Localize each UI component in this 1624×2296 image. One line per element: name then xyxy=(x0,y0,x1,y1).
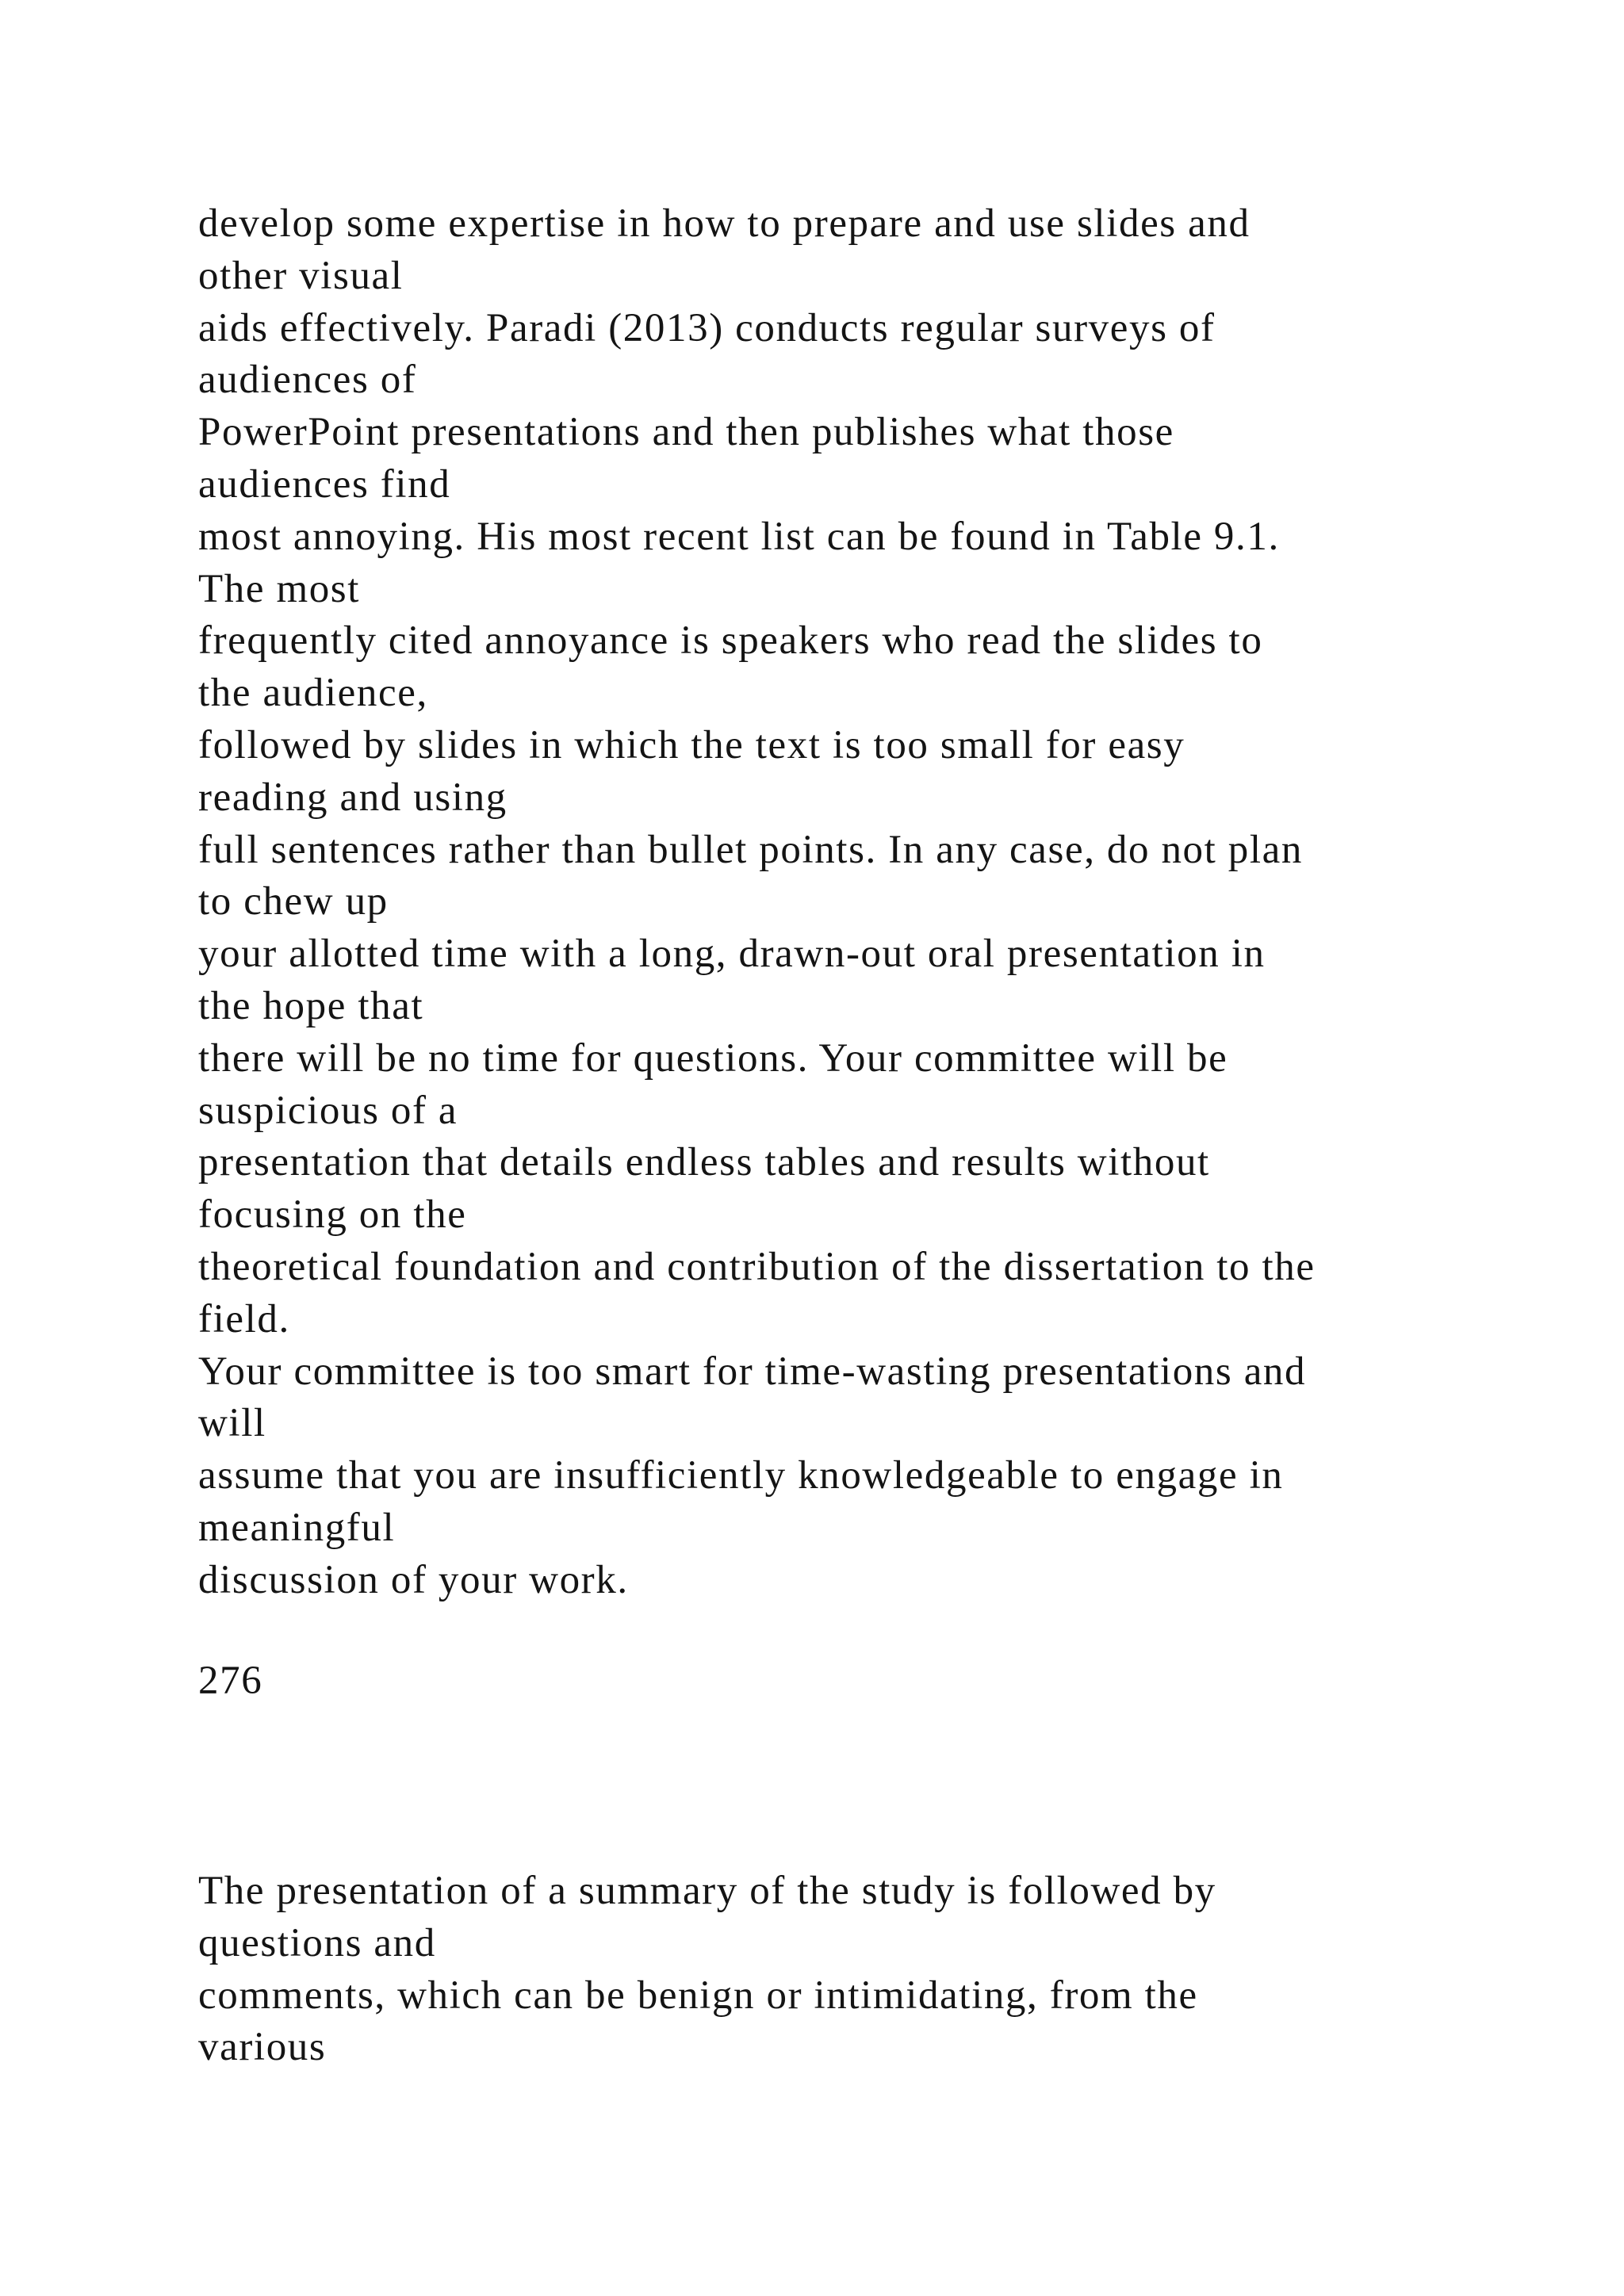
text-line: The most xyxy=(198,566,361,611)
text-line: Your committee is too smart for time-wasting presentations and xyxy=(198,1349,1307,1394)
text-line: assume that you are insufficiently knowledgeable to engage in xyxy=(198,1453,1284,1498)
text-line: full sentences rather than bullet points. In any case, do not plan xyxy=(198,827,1303,872)
text-line: will xyxy=(198,1401,266,1446)
text-line: the audience, xyxy=(198,671,428,716)
text-line: theoretical foundation and contribution of the dissertation to the xyxy=(198,1244,1316,1289)
body-paragraph xyxy=(198,198,1316,1607)
text-line: The presentation of a summary of the study is followed by xyxy=(198,1869,1216,1913)
text-line: questions and xyxy=(198,1920,436,1965)
text-line: comments, which can be benign or intimidating, from the xyxy=(198,1973,1198,2018)
text-line: most annoying. His most recent list can be found in Table 9.1. xyxy=(198,514,1280,559)
text-line: various xyxy=(198,2025,327,2070)
text-line: the hope that xyxy=(198,983,424,1028)
text-line: meaningful xyxy=(198,1505,396,1550)
text-line: there will be no time for questions. Your committee will be xyxy=(198,1035,1228,1081)
text-line: focusing on the xyxy=(198,1192,467,1238)
text-line: field. xyxy=(198,1296,290,1341)
text-line: presentation that details endless tables and results without xyxy=(198,1140,1210,1185)
text-line: discussion of your work. xyxy=(198,1557,629,1602)
text-line: suspicious of a xyxy=(198,1088,458,1133)
text-line: aids effectively. Paradi (2013) conducts regular surveys of xyxy=(198,305,1216,350)
text-line: audiences find xyxy=(198,461,451,507)
text-line: your allotted time with a long, drawn-out oral presentation in xyxy=(198,932,1266,977)
text-line: other visual xyxy=(198,253,404,298)
page-number xyxy=(198,1655,262,1708)
body-paragraph xyxy=(198,1866,1216,2074)
text-line: followed by slides in which the text is too small for easy xyxy=(198,722,1185,767)
text-line: reading and using xyxy=(198,775,508,820)
text-line: PowerPoint presentations and then publishes what those xyxy=(198,410,1174,455)
text-line: to chew up xyxy=(198,879,389,924)
text-line: audiences of xyxy=(198,358,417,403)
text-line: frequently cited annoyance is speakers who read the slides to xyxy=(198,618,1263,664)
text-line: develop some expertise in how to prepare and use slides and xyxy=(198,201,1251,246)
page-number-text: 276 xyxy=(198,1659,263,1703)
